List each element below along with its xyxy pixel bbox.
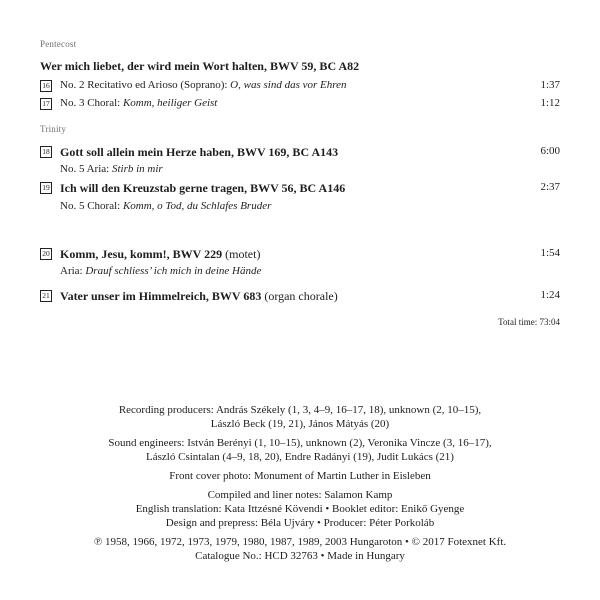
credit-line: Catalogue No.: HCD 32763 • Made in Hungary [195,550,405,562]
track-title [60,97,217,109]
track-work: Komm, Jesu, komm!, BWV 229 [60,247,223,261]
track-duration: 1:37 [540,79,560,91]
credit-line: English translation: Kata Ittzésné Kövendi • Booklet editor: Enikő Gyenge [135,503,465,515]
track-movement: No. 5 Aria: [60,163,112,175]
section-heading-pentecost: Pentecost [40,39,77,49]
track-number: 18 [40,146,52,158]
track-duration: 6:00 [540,145,560,157]
credit-line: László Csintalan (4–9, 18, 20), Endre Radányi (19), Judit Lukács (21) [146,451,454,463]
track-duration: 1:54 [540,247,560,259]
track-duration: 2:37 [540,181,560,193]
credit-line: Sound engineers: István Berényi (1, 10–15), unknown (2), Veronika Vincze (3, 16–17), [108,437,492,449]
track-genre: (motet) [222,247,261,261]
track-row-17 [40,97,560,113]
track-subtitle-18 [40,163,560,179]
track-movement: No. 2 Recitativo ed Arioso (Soprano): [60,79,231,91]
track-title: Ich will den Kreuzstab gerne tragen, BWV 56, BC A146 [60,181,346,195]
track-title [60,289,338,304]
track-movement-line [60,163,163,175]
track-genre: (organ chorale) [261,289,338,303]
track-row-18 [40,145,560,161]
track-movement: No. 5 Choral: [60,200,123,212]
track-incipit: Komm, heiliger Geist [122,97,218,109]
track-title [60,247,260,262]
track-incipit: Stirb in mir [111,163,163,175]
track-duration: 1:12 [540,97,560,109]
track-subtitle-20 [40,265,560,281]
track-number: 21 [40,290,52,302]
credit-line: ℗ 1958, 1966, 1972, 1973, 1979, 1980, 1987, 1989, 2003 Hungaroton • © 2017 Fotexnet Kft. [93,536,507,548]
track-title: Gott soll allein mein Herze haben, BWV 169, BC A143 [60,145,339,159]
credit-line: Compiled and liner notes: Salamon Kamp [207,489,393,501]
track-number: 20 [40,248,52,260]
track-incipit: O, was sind das vor Ehren [230,79,347,91]
section-heading-trinity: Trinity [40,124,67,134]
track-number: 17 [40,98,52,110]
track-number: 19 [40,182,52,194]
credit-line: Front cover photo: Monument of Martin Luther in Eisleben [169,470,431,482]
track-row-16 [40,79,560,95]
track-row-20 [40,247,560,263]
track-title [60,79,347,91]
total-time: Total time: 73:04 [498,317,560,327]
track-incipit: Drauf schliess’ ich mich in deine Hände [85,265,262,277]
credit-line: Recording producers: András Székely (1, 3, 4–9, 16–17, 18), unknown (2, 10–15), [118,404,482,416]
track-row-21 [40,289,560,305]
track-work: Vater unser im Himmelreich, BWV 683 [60,289,262,303]
track-incipit: Komm, o Tod, du Schlafes Bruder [122,200,272,212]
track-movement: Aria: [60,265,86,277]
work-title-bwv59: Wer mich liebet, der wird mein Wort halten, BWV 59, BC A82 [40,59,360,73]
credit-line: László Beck (19, 21), János Mátyás (20) [210,418,390,430]
track-movement-line [60,265,261,277]
track-number: 16 [40,80,52,92]
track-movement-line [60,200,271,212]
track-subtitle-19 [40,200,560,216]
track-duration: 1:24 [540,289,560,301]
track-movement: No. 3 Choral: [60,97,123,109]
credits-block [0,403,600,563]
track-row-19 [40,181,560,197]
credit-line: Design and prepress: Béla Ujváry • Producer: Péter Porkoláb [165,517,435,529]
